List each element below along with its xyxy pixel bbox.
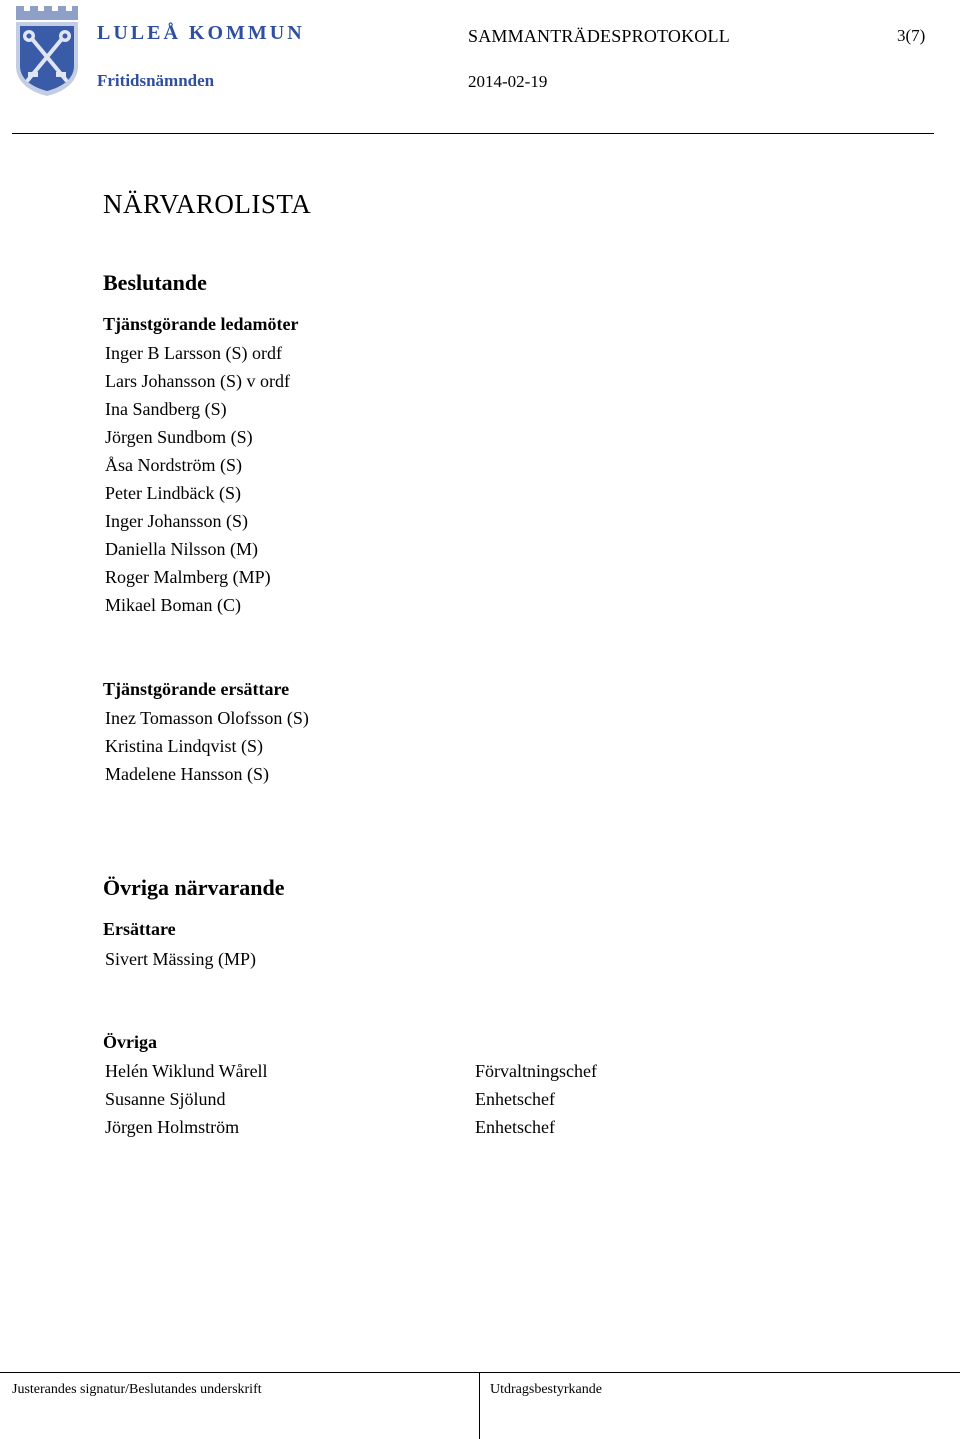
organization-name: LULEÅ KOMMUN [97,22,305,44]
subheading-ovriga: Övriga [103,1032,157,1052]
list-item: Sivert Mässing (MP) [105,949,257,969]
staff-name: Helén Wiklund Wårell [105,1061,268,1081]
list-item: Kristina Lindqvist (S) [105,736,263,756]
list-item: Inger B Larsson (S) ordf [105,343,282,363]
list-item: Jörgen Sundbom (S) [105,427,253,447]
staff-role: Förvaltningschef [475,1061,597,1081]
staff-role: Enhetschef [475,1089,555,1109]
subheading-ersattare: Ersättare [103,919,176,939]
page-title: NÄRVAROLISTA [103,189,312,219]
list-item: Peter Lindbäck (S) [105,483,241,503]
list-item: Madelene Hansson (S) [105,764,269,784]
signature-field-label: Justerandes signatur/Beslutandes underskrift [12,1382,262,1397]
staff-name: Jörgen Holmström [105,1117,240,1137]
staff-role: Enhetschef [475,1117,555,1137]
page-number: 3(7) [897,26,926,45]
staff-row [105,1113,555,1141]
ledamoter-list [105,339,290,619]
list-item: Inez Tomasson Olofsson (S) [105,708,309,728]
list-item: Lars Johansson (S) v ordf [105,371,290,391]
department-name: Fritidsnämnden [97,71,215,90]
list-item: Inger Johansson (S) [105,511,248,531]
section-heading-ovriga-narvarande: Övriga närvarande [103,875,285,900]
list-item: Ina Sandberg (S) [105,399,227,419]
subheading-ledamoter: Tjänstgörande ledamöter [103,314,299,334]
ovriga-ersattare-list [105,945,256,973]
list-item: Roger Malmberg (MP) [105,567,271,587]
list-item: Daniella Nilsson (M) [105,539,258,559]
document-type: SAMMANTRÄDESPROTOKOLL [468,26,730,46]
list-item: Mikael Boman (C) [105,595,241,615]
header-divider [12,133,934,134]
staff-name: Susanne Sjölund [105,1089,226,1109]
section-heading-beslutande: Beslutande [103,270,207,295]
list-item: Åsa Nordström (S) [105,455,242,475]
lulea-coat-of-arms-icon [12,4,82,98]
ovriga-staff-list [105,1057,597,1141]
footer-divider [0,1372,960,1373]
staff-row [105,1057,597,1085]
certification-field-label: Utdragsbestyrkande [490,1382,602,1397]
meeting-date: 2014-02-19 [468,72,548,91]
subheading-tjanstgorande-ersattare: Tjänstgörande ersättare [103,679,290,699]
ersattare-list [105,704,309,788]
footer-column-divider [479,1372,480,1439]
staff-row [105,1085,555,1113]
